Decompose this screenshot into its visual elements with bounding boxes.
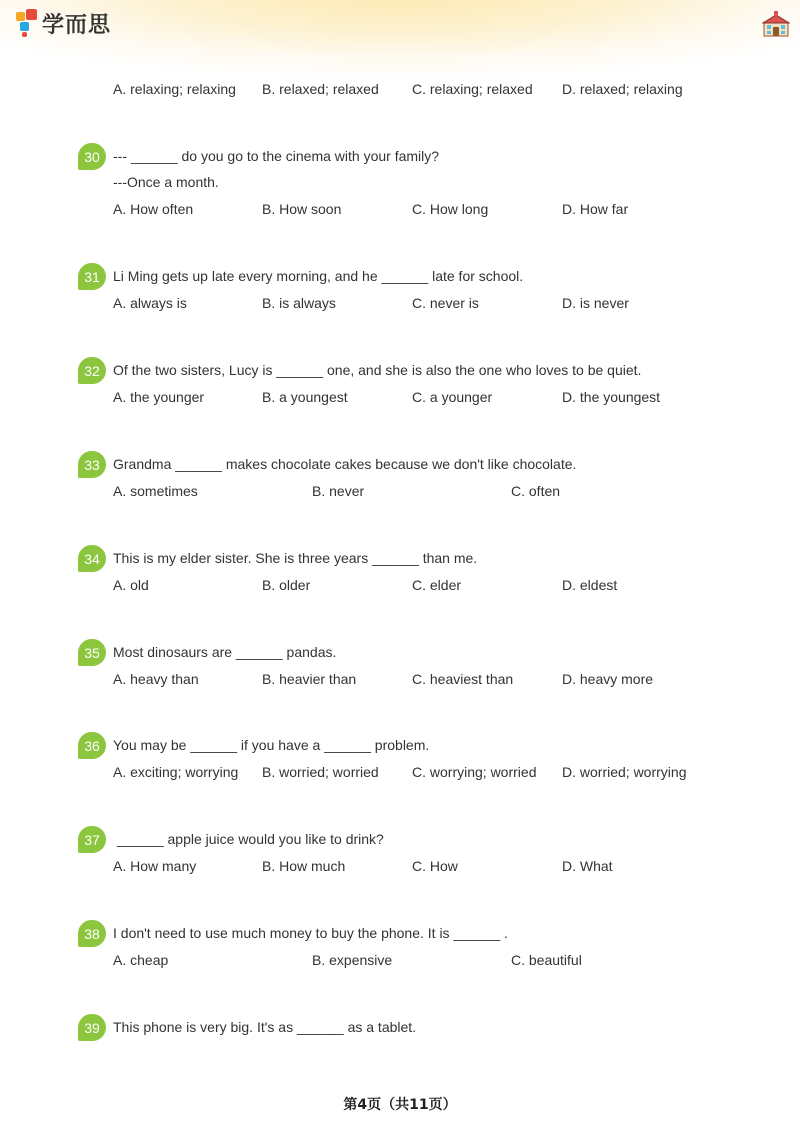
question-number-badge: 35 xyxy=(78,639,106,666)
option-d: D. What xyxy=(562,858,613,874)
option-b: B. heavier than xyxy=(262,671,357,687)
option-a: A. always is xyxy=(113,295,187,311)
question-text: This phone is very big. It's as ______ as a tablet. xyxy=(113,1019,417,1035)
question-37-options xyxy=(113,858,753,876)
option-a: A. relaxing; relaxing xyxy=(113,81,236,97)
option-c: C. heaviest than xyxy=(412,671,514,687)
question-text: I don't need to use much money to buy the phone. It is ______ . xyxy=(113,925,508,941)
option-c: C. elder xyxy=(412,577,462,593)
prev-question-options xyxy=(113,81,753,99)
option-a: A. the younger xyxy=(113,389,205,405)
question-32-options xyxy=(113,389,753,407)
question-36-options xyxy=(113,764,753,782)
option-b: B. a youngest xyxy=(262,389,348,405)
question-number-badge: 39 xyxy=(78,1014,106,1041)
page-number: 第4页（共11页） xyxy=(343,1097,457,1113)
question-35-options xyxy=(113,671,753,689)
option-c: C. beautiful xyxy=(511,952,582,968)
question-number-badge: 30 xyxy=(78,143,106,170)
option-c: C. a younger xyxy=(412,389,493,405)
question-number-badge: 34 xyxy=(78,545,106,572)
question-text: ______ apple juice would you like to drink? xyxy=(113,831,384,847)
option-b: B. worried; worried xyxy=(262,764,379,780)
question-31-options xyxy=(113,295,753,313)
option-b: B. never xyxy=(312,483,365,499)
option-b: B. How much xyxy=(262,858,346,874)
option-b: B. relaxed; relaxed xyxy=(262,81,379,97)
question-number-badge: 31 xyxy=(78,263,106,290)
brand-logo xyxy=(16,8,111,38)
question-33-options xyxy=(113,483,753,501)
option-d: D. the youngest xyxy=(562,389,661,405)
option-b: B. How soon xyxy=(262,201,342,217)
question-answer-line: ---Once a month. xyxy=(113,174,219,190)
option-b: B. older xyxy=(262,577,311,593)
question-text: Of the two sisters, Lucy is ______ one, and she is also the one who loves to be quiet. xyxy=(113,362,642,378)
option-d: D. How far xyxy=(562,201,629,217)
option-b: B. is always xyxy=(262,295,336,311)
option-c: C. worrying; worried xyxy=(412,764,537,780)
question-text: --- ______ do you go to the cinema with your family? xyxy=(113,148,440,164)
header-band xyxy=(0,0,800,78)
option-d: D. eldest xyxy=(562,577,618,593)
question-text: You may be ______ if you have a ______ problem. xyxy=(113,737,430,753)
option-a: A. How many xyxy=(113,858,197,874)
question-number-badge: 38 xyxy=(78,920,106,947)
logo-text: 学而思 xyxy=(42,12,112,38)
option-d: D. worried; worrying xyxy=(562,764,687,780)
question-text: Li Ming gets up late every morning, and he ______ late for school. xyxy=(113,268,524,284)
question-34-options xyxy=(113,577,753,595)
option-d: D. is never xyxy=(562,295,629,311)
question-38-options xyxy=(113,952,753,970)
option-a: A. cheap xyxy=(113,952,169,968)
question-number-badge: 37 xyxy=(78,826,106,853)
question-number-badge: 32 xyxy=(78,357,106,384)
option-d: D. heavy more xyxy=(562,671,654,687)
option-c: C. How xyxy=(412,858,458,874)
option-c: C. How long xyxy=(412,201,489,217)
question-number-badge: 36 xyxy=(78,732,106,759)
option-a: A. How often xyxy=(113,201,194,217)
option-d: D. relaxed; relaxing xyxy=(562,81,683,97)
option-b: B. expensive xyxy=(312,952,393,968)
option-c: C. often xyxy=(511,483,561,499)
option-a: A. old xyxy=(113,577,149,593)
question-text: This is my elder sister. She is three years ______ than me. xyxy=(113,550,478,566)
option-c: C. never is xyxy=(412,295,479,311)
option-a: A. exciting; worrying xyxy=(113,764,239,780)
option-a: A. sometimes xyxy=(113,483,198,499)
question-text: Most dinosaurs are ______ pandas. xyxy=(113,644,337,660)
option-a: A. heavy than xyxy=(113,671,199,687)
question-text: Grandma ______ makes chocolate cakes because we don't like chocolate. xyxy=(113,456,577,472)
school-building-icon xyxy=(762,10,790,38)
option-c: C. relaxing; relaxed xyxy=(412,81,533,97)
question-number-badge: 33 xyxy=(78,451,106,478)
question-30-options xyxy=(113,201,753,219)
logo-mark-icon xyxy=(16,9,38,37)
